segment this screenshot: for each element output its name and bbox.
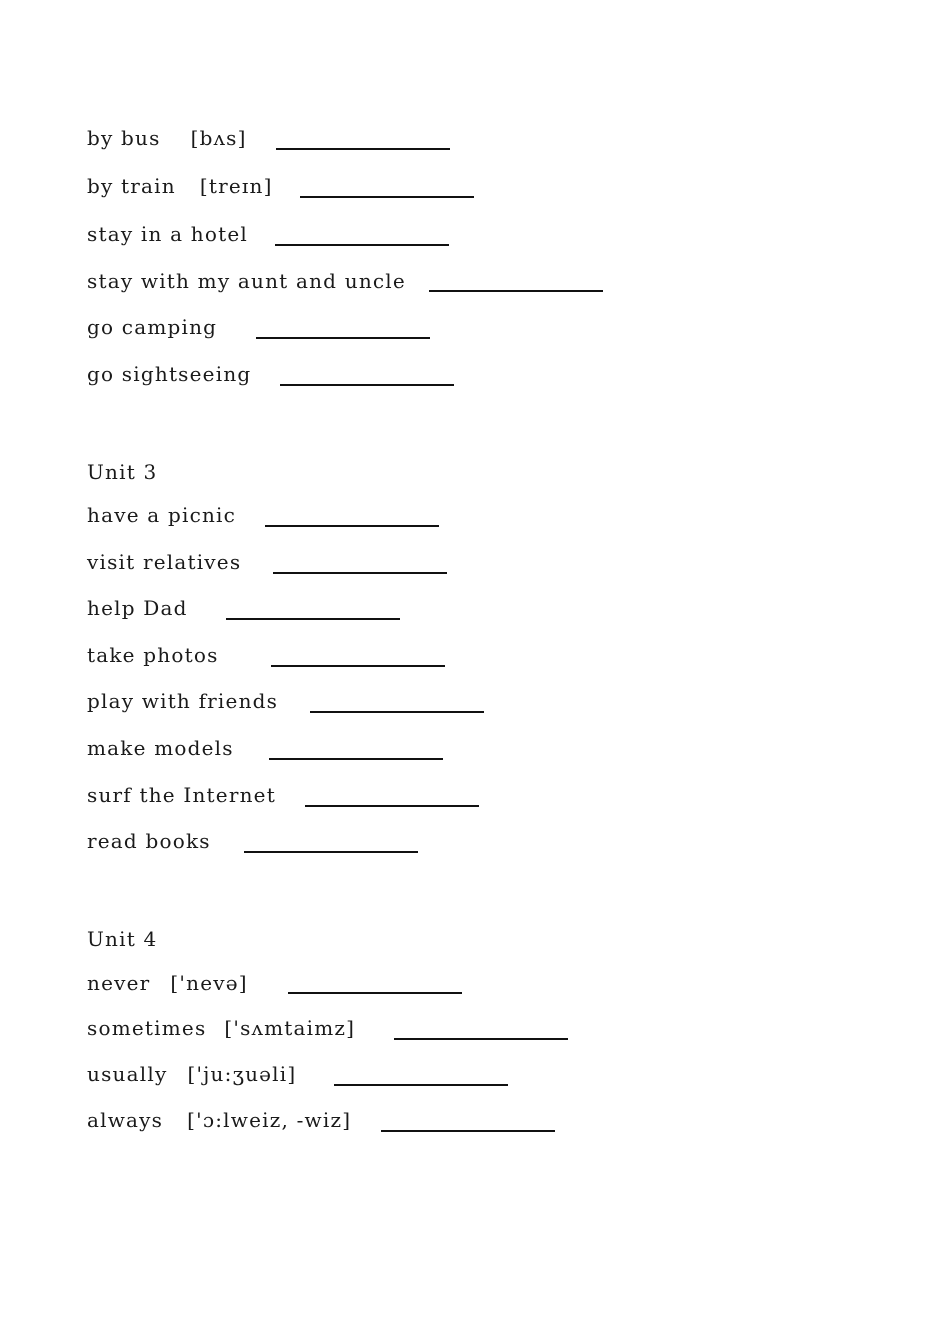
vocab-term: visit relatives bbox=[87, 550, 242, 574]
answer-blank[interactable] bbox=[394, 1038, 568, 1040]
answer-blank[interactable] bbox=[265, 525, 439, 527]
vocab-item bbox=[87, 315, 217, 345]
answer-blank[interactable] bbox=[244, 851, 418, 853]
answer-blank[interactable] bbox=[256, 337, 430, 339]
vocab-item bbox=[87, 269, 406, 299]
answer-blank[interactable] bbox=[276, 148, 450, 150]
answer-blank[interactable] bbox=[288, 992, 462, 994]
section-heading: Unit 3 bbox=[87, 460, 158, 484]
vocab-item bbox=[87, 1108, 351, 1138]
vocab-item bbox=[87, 550, 241, 580]
vocab-term: never bbox=[87, 971, 151, 995]
vocab-item bbox=[87, 222, 248, 252]
vocab-item bbox=[87, 829, 211, 859]
answer-blank[interactable] bbox=[269, 758, 443, 760]
vocab-term: by train bbox=[87, 174, 176, 198]
vocab-term: read books bbox=[87, 829, 211, 853]
vocab-phonetic: ['ɔ:lweiz, -wiz] bbox=[187, 1108, 352, 1132]
vocab-term: have a picnic bbox=[87, 503, 237, 527]
vocab-phonetic: ['sʌmtaimz] bbox=[224, 1016, 356, 1040]
answer-blank[interactable] bbox=[271, 665, 445, 667]
answer-blank[interactable] bbox=[305, 805, 479, 807]
answer-blank[interactable] bbox=[310, 711, 484, 713]
vocab-term: play with friends bbox=[87, 689, 279, 713]
vocab-item bbox=[87, 126, 247, 156]
vocab-phonetic: [bʌs] bbox=[190, 126, 247, 150]
vocab-phonetic: ['ju:ʒuəli] bbox=[187, 1062, 297, 1086]
vocab-term: make models bbox=[87, 736, 234, 760]
vocab-term: help Dad bbox=[87, 596, 188, 620]
answer-blank[interactable] bbox=[275, 244, 449, 246]
vocab-term: take photos bbox=[87, 643, 219, 667]
vocab-item bbox=[87, 971, 248, 1001]
vocab-item bbox=[87, 596, 188, 626]
vocab-item bbox=[87, 1016, 355, 1046]
answer-blank[interactable] bbox=[300, 196, 474, 198]
vocab-item bbox=[87, 1062, 296, 1092]
vocab-item bbox=[87, 689, 278, 719]
vocab-phonetic: [treɪn] bbox=[199, 174, 273, 198]
vocab-item bbox=[87, 643, 219, 673]
vocab-term: by bus bbox=[87, 126, 161, 150]
answer-blank[interactable] bbox=[273, 572, 447, 574]
vocab-term: stay with my aunt and uncle bbox=[87, 269, 406, 293]
vocab-phonetic: ['nevə] bbox=[170, 971, 248, 995]
vocab-item bbox=[87, 362, 251, 392]
section-heading: Unit 4 bbox=[87, 927, 158, 951]
vocab-item bbox=[87, 736, 234, 766]
answer-blank[interactable] bbox=[429, 290, 603, 292]
vocab-item bbox=[87, 503, 236, 533]
answer-blank[interactable] bbox=[381, 1130, 555, 1132]
answer-blank[interactable] bbox=[280, 384, 454, 386]
vocab-term: stay in a hotel bbox=[87, 222, 248, 246]
vocab-term: surf the Internet bbox=[87, 783, 276, 807]
vocab-item bbox=[87, 174, 273, 204]
vocab-term: sometimes bbox=[87, 1016, 207, 1040]
vocab-item bbox=[87, 783, 276, 813]
vocab-term: usually bbox=[87, 1062, 168, 1086]
vocab-term: go sightseeing bbox=[87, 362, 252, 386]
answer-blank[interactable] bbox=[334, 1084, 508, 1086]
answer-blank[interactable] bbox=[226, 618, 400, 620]
vocab-term: go camping bbox=[87, 315, 218, 339]
vocab-term: always bbox=[87, 1108, 164, 1132]
